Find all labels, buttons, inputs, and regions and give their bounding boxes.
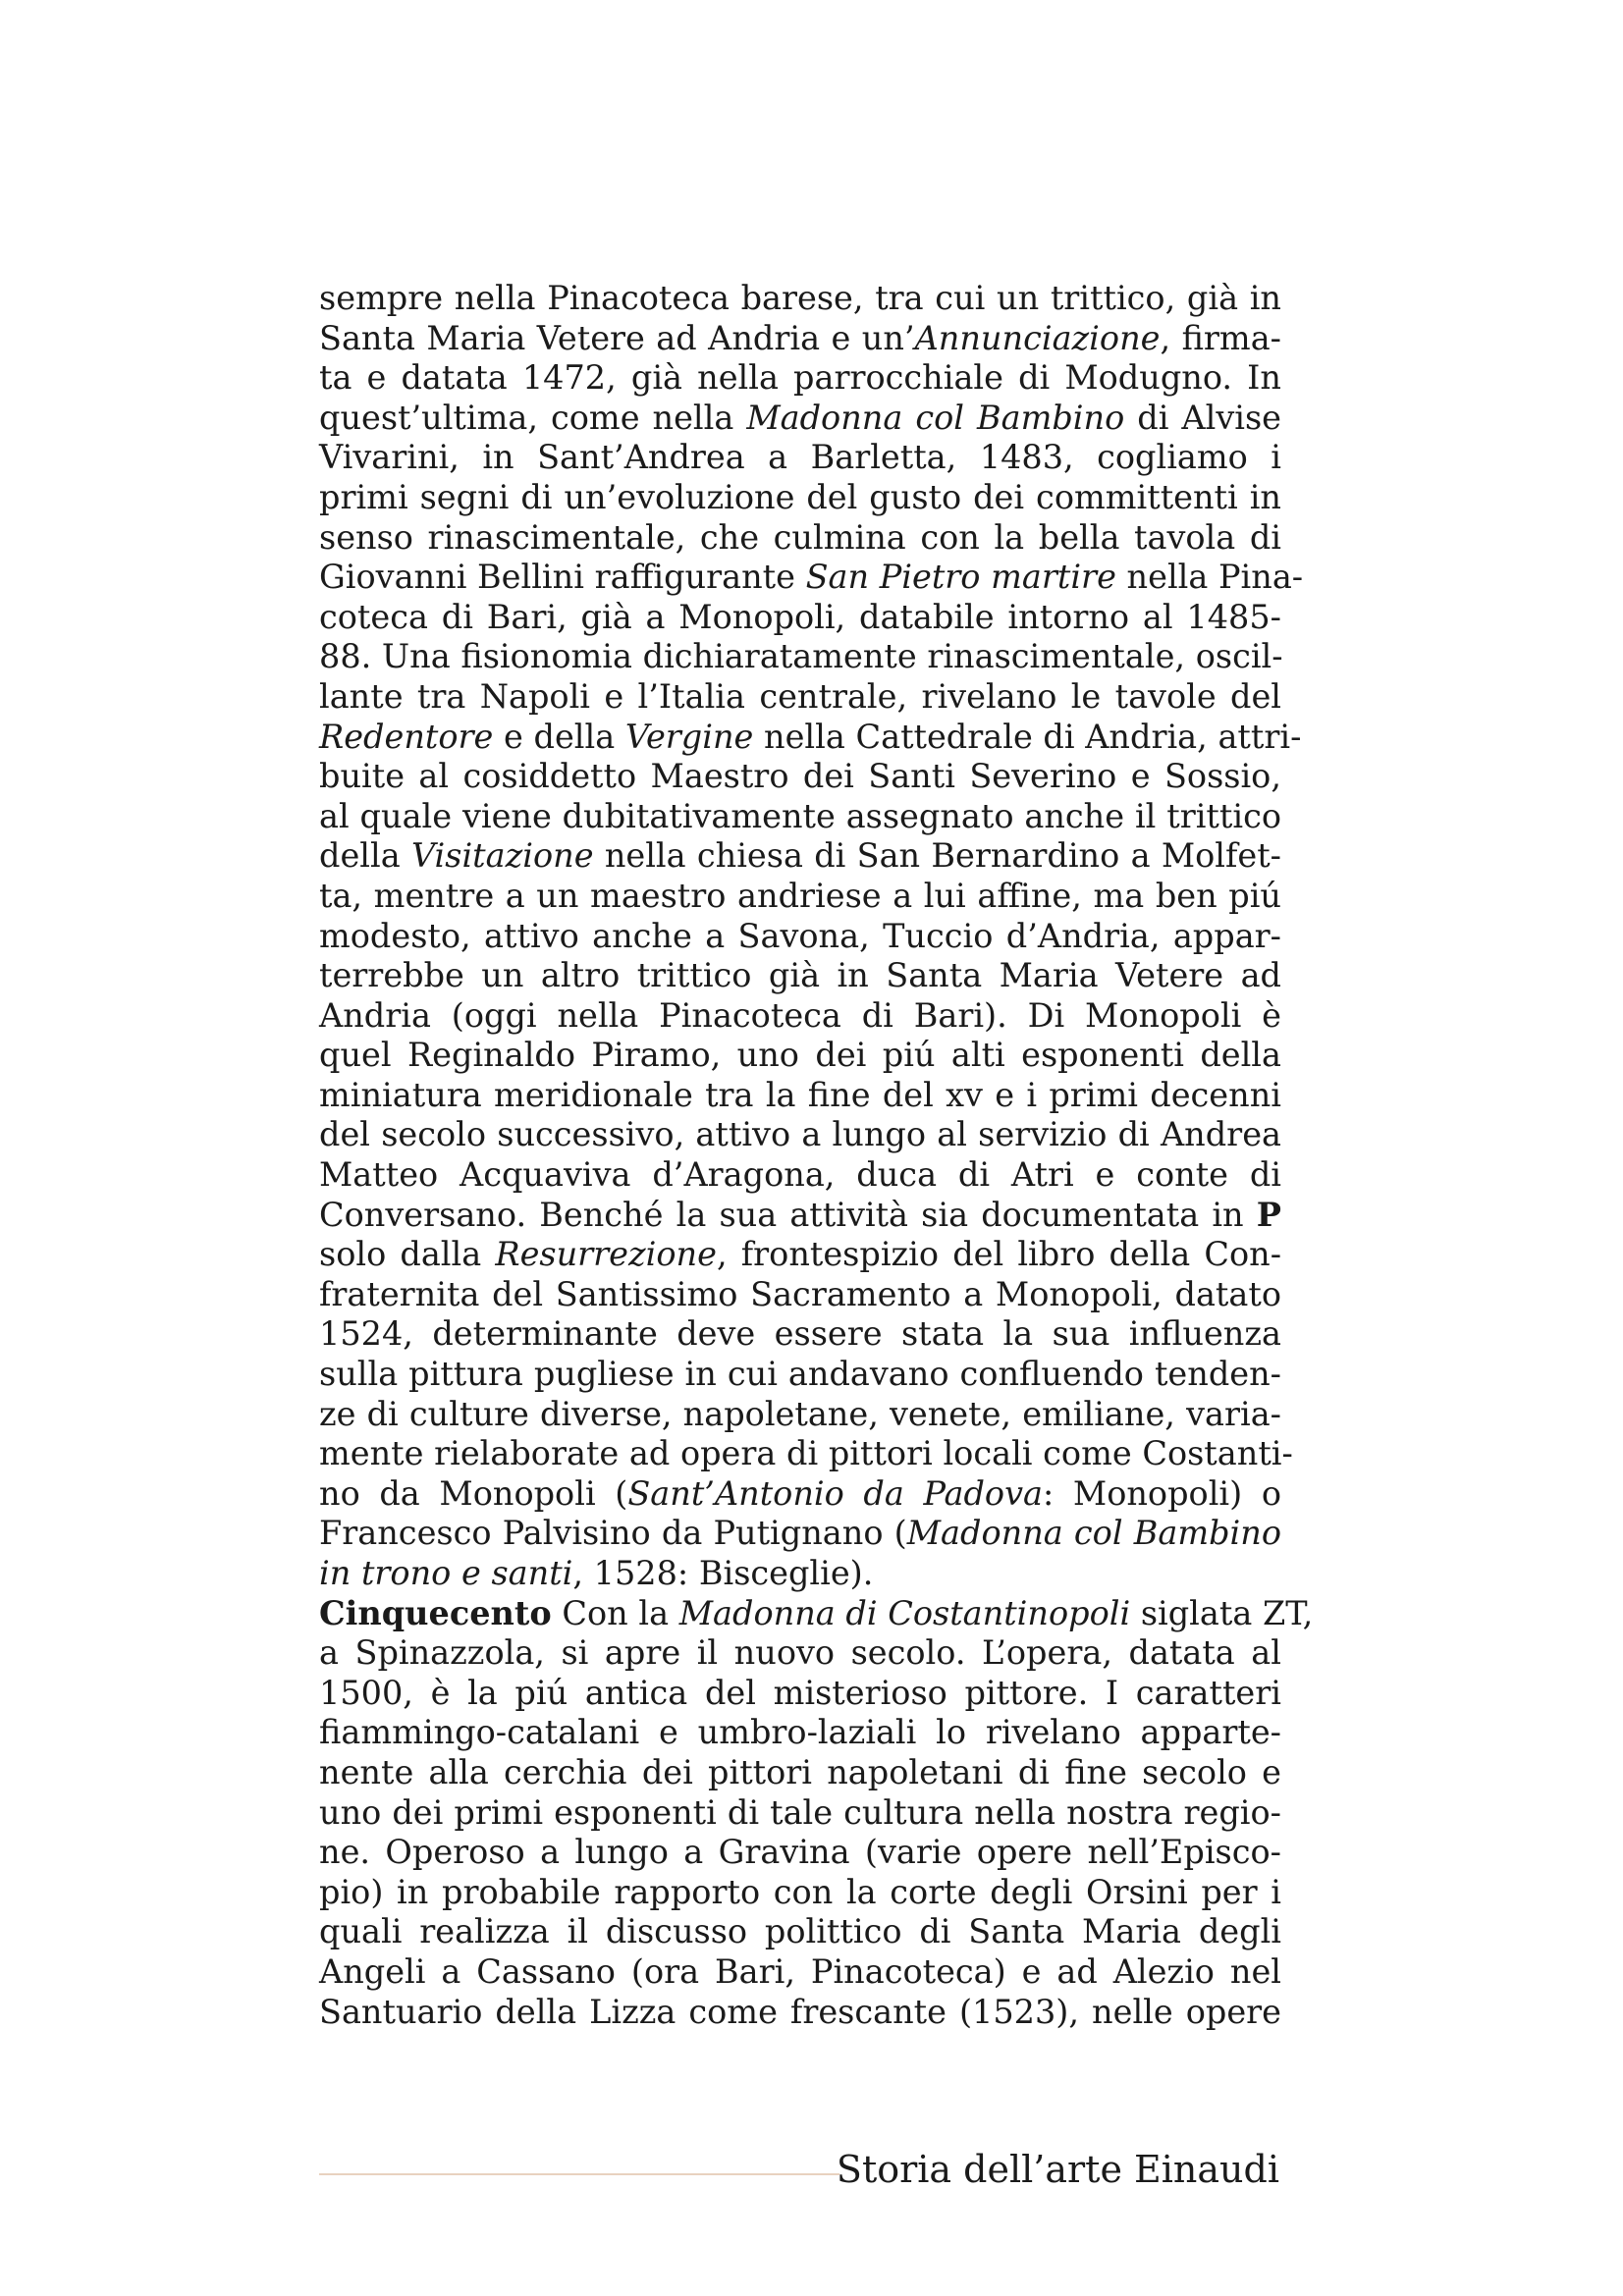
text-line: no da Monopoli (Sant’Antonio da Padova: Monopoli) o xyxy=(319,1473,1281,1513)
text-line: miniatura meridionale tra la fine del xv e i primi decenni xyxy=(319,1075,1281,1114)
text-line: uno dei primi esponenti di tale cultura nella nostra regio- xyxy=(319,1792,1281,1832)
text-line: in trono e santi, 1528: Bisceglie). xyxy=(319,1554,874,1592)
text-line: quel Reginaldo Piramo, uno dei piú alti esponenti della xyxy=(319,1036,1281,1075)
text-line: sempre nella Pinacoteca barese, tra cui un trittico, già in xyxy=(319,279,1281,317)
text-line: fiammingo-catalani e umbro-laziali lo rivelano apparte- xyxy=(319,1713,1281,1752)
text-line: 1500, è la piú antica del misterioso pittore. I caratteri xyxy=(319,1673,1281,1712)
text-line: senso rinascimentale, che culmina con la bella tavola di xyxy=(319,517,1281,557)
text-line: ta e datata 1472, già nella parrocchiale di Modugno. In xyxy=(319,358,1281,398)
text-line: della Visitazione nella chiesa di San Bernardino a Molfet- xyxy=(319,836,1282,876)
text-line: ne. Operoso a lungo a Gravina (varie opere nell’Episco- xyxy=(319,1833,1281,1872)
text-line: nente alla cerchia dei pittori napoletani di fine secolo e xyxy=(319,1752,1281,1791)
text-line: pio) in probabile rapporto con la corte degli Orsini per i xyxy=(319,1872,1281,1911)
body-text xyxy=(319,279,1314,2032)
text-line: solo dalla Resurrezione, frontespizio del libro della Con- xyxy=(319,1235,1282,1274)
text-line: sulla pittura pugliese in cui andavano confluendo tenden- xyxy=(319,1355,1281,1394)
text-line: Angeli a Cassano (ora Bari, Pinacoteca) e ad Alezio nel xyxy=(319,1951,1281,1991)
text-line: a Spinazzola, si apre il nuovo secolo. L’opera, datata al xyxy=(319,1633,1281,1673)
text-line: Giovanni Bellini raffigurante San Pietro martire nella Pina- xyxy=(319,558,1304,597)
footer-publication-title: Storia dell’arte Einaudi xyxy=(836,2148,1279,2191)
text-line: Cinquecento Con la Madonna di Costantinopoli siglata ZT, xyxy=(319,1593,1314,1632)
text-line: quali realizza il discusso polittico di Santa Maria degli xyxy=(319,1912,1281,1951)
footer-divider xyxy=(319,2173,839,2175)
text-line: Vivarini, in Sant’Andrea a Barletta, 1483, cogliamo i xyxy=(319,438,1281,477)
text-line: al quale viene dubitativamente assegnato anche il trittico xyxy=(319,796,1281,835)
text-line: Andria (oggi nella Pinacoteca di Bari). Di Monopoli è xyxy=(319,995,1281,1035)
text-line: del secolo successivo, attivo a lungo al servizio di Andrea xyxy=(319,1115,1281,1154)
text-line: 88. Una fisionomia dichiaratamente rinascimentale, oscil- xyxy=(319,637,1283,676)
text-line: primi segni di un’evoluzione del gusto dei committenti in xyxy=(319,477,1281,516)
text-line: lante tra Napoli e l’Italia centrale, rivelano le tavole del xyxy=(319,676,1281,716)
text-line: Francesco Palvisino da Putignano (Madonna col Bambino xyxy=(319,1514,1281,1553)
text-line: ta, mentre a un maestro andriese a lui affine, ma ben piú xyxy=(319,876,1281,915)
text-line: coteca di Bari, già a Monopoli, databile intorno al 1485- xyxy=(319,597,1281,636)
text-line: Santa Maria Vetere ad Andria e un’Annunciazione, firma- xyxy=(319,318,1281,357)
text-line: Conversano. Benché la sua attività sia documentata in P xyxy=(319,1195,1281,1234)
text-line: 1524, determinante deve essere stata la sua influenza xyxy=(319,1314,1281,1354)
text-line: fraternita del Santissimo Sacramento a Monopoli, datato xyxy=(319,1274,1281,1313)
text-line: buite al cosiddetto Maestro dei Santi Severino e Sossio, xyxy=(319,757,1281,796)
text-line: quest’ultima, come nella Madonna col Bambino di Alvise xyxy=(319,398,1281,437)
text-line: ze di culture diverse, napoletane, venete, emiliane, varia- xyxy=(319,1394,1281,1433)
text-line: mente rielaborate ad opera di pittori locali come Costanti- xyxy=(319,1434,1293,1473)
text-line: Santuario della Lizza come frescante (1523), nelle opere xyxy=(319,1992,1281,2031)
text-line: Redentore e della Vergine nella Cattedrale di Andria, attri- xyxy=(319,717,1302,756)
text-line: terrebbe un altro trittico già in Santa Maria Vetere ad xyxy=(319,956,1281,995)
text-line: Matteo Acquaviva d’Aragona, duca di Atri e conte di xyxy=(319,1155,1281,1195)
text-line: modesto, attivo anche a Savona, Tuccio d’Andria, appar- xyxy=(319,916,1281,955)
